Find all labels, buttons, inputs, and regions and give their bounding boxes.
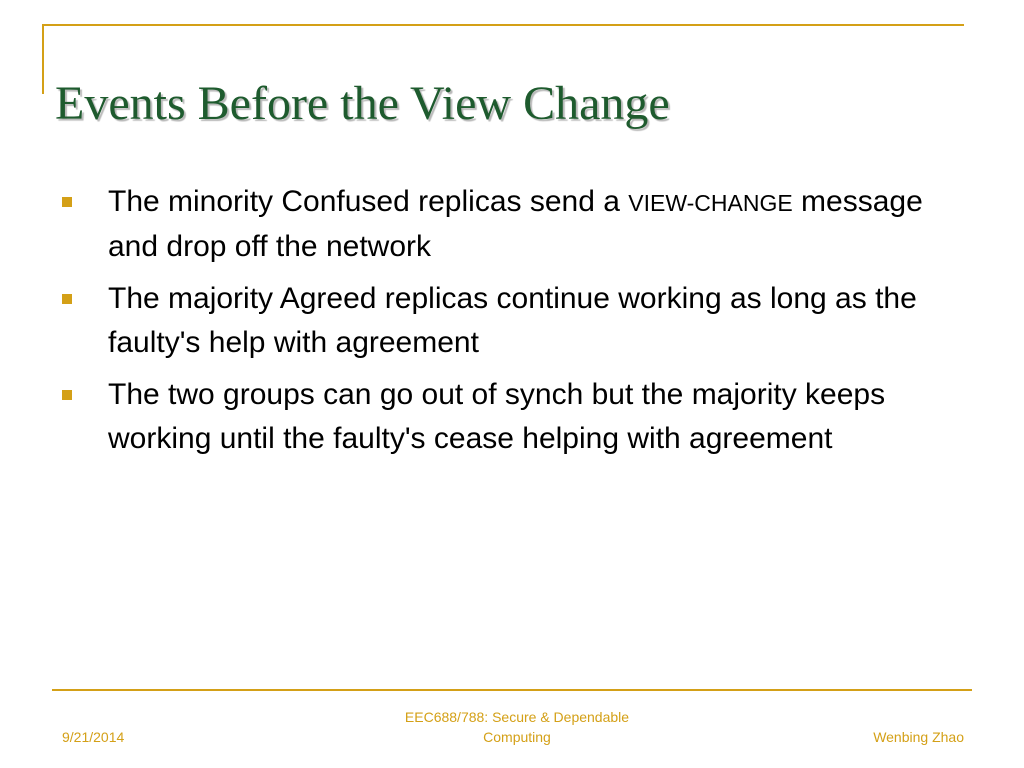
square-bullet-icon xyxy=(62,197,72,207)
square-bullet-icon xyxy=(62,294,72,304)
left-border-line xyxy=(42,24,44,94)
footer-course-line-1: EEC688/788: Secure & Dependable xyxy=(404,709,630,725)
footer-course-title xyxy=(340,707,694,747)
bullet-1-prefix: The minority Confused replicas send a xyxy=(108,185,629,218)
bullet-1-keyword: VIEW-CHANGE xyxy=(628,190,793,216)
bullet-item-2 xyxy=(62,277,972,365)
bullet-item-3 xyxy=(62,373,972,461)
footer-author: Wenbing Zhao xyxy=(873,729,964,745)
bullet-list xyxy=(62,180,972,469)
bullet-3-text: The two groups can go out of synch but the majority keeps working until the faulty's cease helping with agreement xyxy=(108,378,886,455)
square-bullet-icon xyxy=(62,390,72,400)
footer-date: 9/21/2014 xyxy=(62,729,125,745)
slide-title: Events Before the View Change xyxy=(55,77,670,130)
top-border-line xyxy=(42,24,964,26)
footer-course-line-2: Computing xyxy=(483,729,551,745)
bullet-1-suffix: message and drop off the network xyxy=(108,185,923,263)
bullet-item-1 xyxy=(62,180,972,269)
footer-divider xyxy=(52,689,972,691)
bullet-2-text: The majority Agreed replicas continue working as long as the faulty's help with agreement xyxy=(108,282,917,359)
